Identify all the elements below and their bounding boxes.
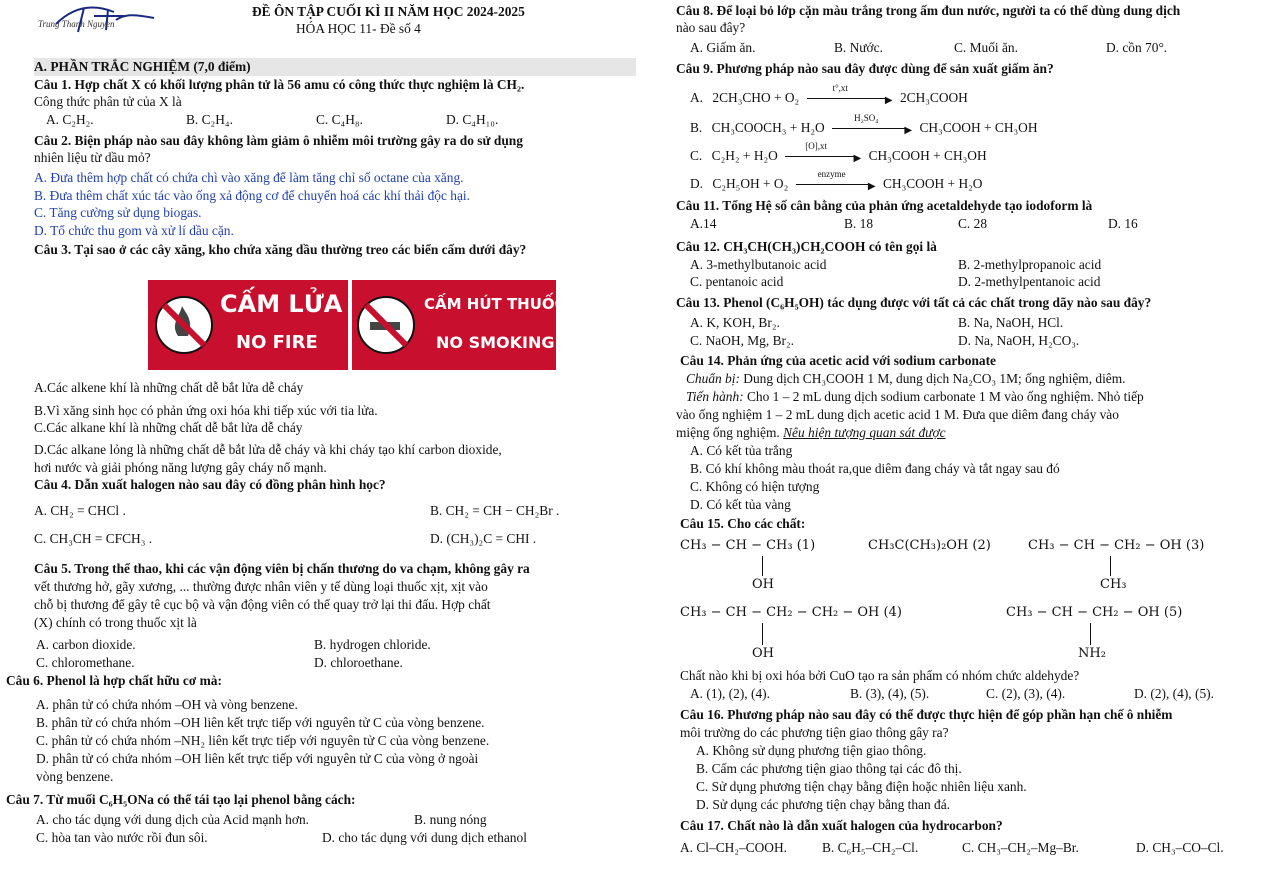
sign1-top: CẤM LỬA — [220, 290, 343, 318]
q8-option[interactable]: B. Nước. — [834, 40, 883, 55]
q15-substance-3-ch3: CH₃ — [1100, 577, 1127, 592]
q15-option[interactable]: D. (2), (4), (5). — [1134, 686, 1214, 701]
reaction-arrow-icon: ▶ H₂SO₄ — [832, 122, 912, 132]
q9-option[interactable] — [690, 113, 1038, 137]
q11-option[interactable]: D. 16 — [1108, 216, 1138, 231]
q9-reactants: C₂H₅OH + O₂ — [712, 176, 789, 191]
bond-line — [1090, 623, 1091, 645]
q9-option-label: A. — [690, 90, 704, 105]
q11-option[interactable]: C. 28 — [958, 216, 988, 231]
q17-option[interactable]: B. C₆H₅–CH₂–Cl. — [822, 840, 919, 855]
q15-substance-2: CH₃C(CH₃)₂OH (2) — [868, 538, 991, 553]
q9-option-label: B. — [690, 120, 703, 135]
q8-option[interactable]: A. Giấm ăn. — [690, 40, 756, 55]
q1-option[interactable]: A. C₂H₂. — [46, 112, 94, 127]
q15-substance-3: CH₃ − CH − CH₂ − OH (3) — [1028, 538, 1205, 553]
q7-option[interactable]: C. hòa tan vào nước rồi đun sôi. — [36, 830, 208, 845]
q8-option[interactable]: D. cồn 70°. — [1106, 40, 1168, 55]
q5-option[interactable]: C. chloromethane. — [36, 655, 135, 670]
q5-stem: Câu 5. Trong thể thao, khi các vận động viên bị chấn thương do va chạm, không gây ra — [34, 561, 530, 576]
q16-option[interactable]: C. Sử dụng phương tiện chạy bằng điện hoặc nhiên liệu xanh. — [696, 779, 1027, 794]
q5-stem-3: chỗ bị thương để gây tê cục bộ và vận động viên có thể quay trở lại thi đấu. Hợp chất — [34, 597, 491, 612]
q16-stem-2: môi trường do các phương tiện giao thông gây ra? — [680, 725, 949, 740]
reaction-condition: [O],xt — [805, 141, 827, 151]
q14-preparation — [686, 371, 1126, 388]
q4-stem: Câu 4. Dẫn xuất halogen nào sau đây có đồng phân hình học? — [34, 477, 386, 492]
q7-option[interactable]: A. cho tác dụng với dung dịch của Acid mạnh hơn. — [36, 812, 309, 827]
q4-option[interactable]: B. CH₂ = CH − CH₂Br . — [430, 503, 560, 518]
q12-option[interactable]: A. 3-methylbutanoic acid — [690, 257, 827, 272]
exam-subtitle: HÓA HỌC 11- Đề số 4 — [296, 21, 421, 36]
q9-products: CH₃COOH + CH₃OH — [868, 148, 987, 163]
q11-option[interactable]: A.14 — [690, 216, 717, 231]
q3-option-cont: hơi nước và giải phóng năng lượng gây cháy nổ mạnh. — [34, 460, 327, 475]
reaction-condition: t°,xt — [832, 83, 848, 93]
prep-label: Chuẩn bị: — [686, 371, 740, 386]
q8-option[interactable]: C. Muối ăn. — [954, 40, 1018, 55]
proc-question: Nêu hiện tượng quan sát được — [783, 425, 946, 440]
q4-option[interactable]: D. (CH₃)₂C = CHI . — [430, 531, 537, 546]
q9-products: CH₃COOH + CH₃OH — [919, 120, 1038, 135]
q9-option-label: C. — [690, 148, 703, 163]
q15-option[interactable]: C. (2), (3), (4). — [986, 686, 1066, 701]
q15-option[interactable]: A. (1), (2), (4). — [690, 686, 770, 701]
q3-option[interactable]: A.Các alkene khí là những chất dễ bắt lửa dễ cháy — [34, 380, 304, 395]
exam-title: ĐỀ ÔN TẬP CUỐI KÌ II NĂM HỌC 2024-2025 — [252, 4, 525, 19]
q8-stem: Câu 8. Để loại bỏ lớp cặn màu trắng trong ấm đun nước, người ta có thể dùng dung dịch — [676, 3, 1181, 18]
q13-stem: Câu 13. Phenol (C₆H₅OH) tác dụng được với tất cả các chất trong dãy nào sau đây? — [676, 295, 1152, 310]
bond-line — [762, 623, 763, 645]
q14-option[interactable]: B. Có khí không màu thoát ra,que diêm đang cháy và tắt ngay sau đó — [690, 461, 1060, 476]
q15-substance-4-oh: OH — [752, 646, 774, 661]
q16-option[interactable]: A. Không sử dụng phương tiện giao thông. — [696, 743, 927, 758]
q2-stem-2: nhiên liệu từ dầu mỏ? — [34, 150, 151, 165]
proc-label: Tiến hành: — [686, 389, 744, 404]
q6-option[interactable]: C. phân tử có chứa nhóm –NH₂ liên kết trực tiếp với nguyên tử C của vòng benzene. — [36, 733, 490, 748]
q17-option[interactable]: D. CH₃–CO–Cl. — [1136, 840, 1224, 855]
q14-option[interactable]: C. Không có hiện tượng — [690, 479, 820, 494]
q15-substance-4: CH₃ − CH − CH₂ − CH₂ − OH (4) — [680, 605, 902, 620]
q15-substance-1-oh: OH — [752, 577, 774, 592]
q7-option[interactable]: B. nung nóng — [414, 812, 487, 827]
bond-line — [762, 556, 763, 576]
q5-option[interactable]: D. chloroethane. — [314, 655, 403, 670]
bond-line — [1110, 556, 1111, 576]
q2-option[interactable]: B. Đưa thêm chất xúc tác vào ống xả động cơ để chuyển hoá các khí thải độc hại. — [34, 188, 470, 203]
q14-procedure-3 — [676, 425, 946, 442]
sign1-bottom: NO FIRE — [236, 332, 318, 353]
q2-stem: Câu 2. Biện pháp nào sau đây không làm giảm ô nhiễm môi trường gây ra do sử dụng — [34, 133, 523, 148]
q14-procedure — [686, 389, 1144, 406]
reaction-arrow-icon: ▶ enzyme — [796, 178, 876, 188]
q17-option[interactable]: C. CH₃–CH₂–Mg–Br. — [962, 840, 1079, 855]
q15-option[interactable]: B. (3), (4), (5). — [850, 686, 930, 701]
reaction-condition: enzyme — [817, 169, 846, 179]
q7-option[interactable]: D. cho tác dụng với dung dịch ethanol — [322, 830, 527, 845]
q13-option[interactable]: D. Na, NaOH, H₂CO₃. — [958, 333, 1080, 348]
q1-stem-2: Công thức phân tử của X là — [34, 94, 182, 109]
q5-stem-4: (X) chính có trong thuốc xịt là — [34, 615, 197, 630]
q17-stem: Câu 17. Chất nào là dẫn xuất halogen của hydrocarbon? — [680, 818, 1003, 833]
q15-stem: Câu 15. Cho các chất: — [680, 516, 806, 531]
prep-text: Dung dịch CH₃COOH 1 M, dung dịch Na₂CO₃ 1M; ống nghiệm, diêm. — [739, 371, 1126, 386]
q15-substance-5-nh2: NH₂ — [1078, 646, 1106, 661]
q15-question: Chất nào khi bị oxi hóa bởi CuO tạo ra sản phẩm có nhóm chức aldehyde? — [680, 668, 1080, 683]
reaction-arrow-icon: ▶ t°,xt — [807, 92, 893, 102]
q3-option[interactable]: B.Vì xăng sinh học có phản ứng oxi hóa khi tiếp xúc với tia lửa. — [34, 403, 378, 418]
q17-option[interactable]: A. Cl–CH₂–COOH. — [680, 840, 787, 855]
q9-products: 2CH₃COOH — [899, 90, 968, 105]
q1-stem: Câu 1. Hợp chất X có khối lượng phân tử là 56 amu có công thức thực nghiệm là CH₂. — [34, 77, 525, 92]
q14-procedure-2: vào ống nghiệm 1 – 2 mL dung dịch acetic acid 1 M. Đưa que diêm đang cháy vào — [676, 407, 1119, 422]
q12-option[interactable]: B. 2-methylpropanoic acid — [958, 257, 1102, 272]
q2-option[interactable]: C. Tăng cường sử dụng biogas. — [34, 205, 202, 220]
q15-substance-5: CH₃ − CH − CH₂ − OH (5) — [1006, 605, 1183, 620]
q9-option[interactable] — [690, 141, 987, 165]
sign2-bottom: NO SMOKING — [436, 333, 555, 352]
q6-stem: Câu 6. Phenol là hợp chất hữu cơ mà: — [6, 673, 222, 688]
q12-stem: Câu 12. CH₃CH(CH₃)CH₂COOH có tên gọi là — [676, 239, 937, 254]
q1-option[interactable]: C. C₄H₈. — [316, 112, 363, 127]
q2-option[interactable]: D. Tổ chức thu gom và xử lí dầu cặn. — [34, 223, 234, 238]
q7-stem: Câu 7. Từ muối C₆H₅ONa có thể tái tạo lại phenol bằng cách: — [6, 792, 356, 807]
q5-option[interactable]: B. hydrogen chloride. — [314, 637, 431, 652]
q12-option[interactable]: C. pentanoic acid — [690, 274, 784, 289]
q6-option[interactable]: B. phân tử có chứa nhóm –OH liên kết trực tiếp với nguyên tử C của vòng benzene. — [36, 715, 485, 730]
reaction-condition: H₂SO₄ — [854, 113, 879, 123]
q3-option[interactable]: C.Các alkane khí là những chất dễ bắt lửa dễ cháy — [34, 420, 303, 435]
q9-stem: Câu 9. Phương pháp nào sau đây được dùng để sản xuất giấm ăn? — [676, 61, 1054, 76]
q14-option[interactable]: A. Có kết tủa trắng — [690, 443, 793, 458]
section-title: A. PHẦN TRẮC NGHIỆM (7,0 điểm) — [34, 59, 251, 74]
q9-reactants: C₂H₂ + H₂O — [711, 148, 778, 163]
q16-option[interactable]: B. Cấm các phương tiện giao thông tại các đô thị. — [696, 761, 962, 776]
q3-option[interactable]: D.Các alkane lỏng là những chất dễ bắt lửa dễ cháy và khi cháy tạo khí carbon dioxide, — [34, 442, 502, 457]
q4-option[interactable]: C. CH₃CH = CFCH₃ . — [34, 531, 153, 546]
reaction-arrow-icon: ▶ [O],xt — [785, 150, 861, 160]
q1-option[interactable]: B. C₂H₄. — [186, 112, 233, 127]
q14-stem: Câu 14. Phản ứng của acetic acid với sodium carbonate — [680, 353, 997, 368]
q13-option[interactable]: C. NaOH, Mg, Br₂. — [690, 333, 794, 348]
q9-option[interactable] — [690, 83, 968, 107]
q6-option[interactable]: A. phân tử có chứa nhóm –OH và vòng benzene. — [36, 697, 298, 712]
q1-option[interactable]: D. C₄H₁₀. — [446, 112, 499, 127]
q3-stem: Câu 3. Tại sao ở các cây xăng, kho chứa xăng dầu thường treo các biển cấm dưới đây? — [34, 242, 527, 257]
q13-option[interactable]: A. K, KOH, Br₂. — [690, 315, 780, 330]
sign2-top: CẤM HÚT THUỐC — [424, 295, 566, 313]
q11-stem: Câu 11. Tổng Hệ số cân bằng của phản ứng acetaldehyde tạo iodoform là — [676, 198, 1093, 213]
q9-reactants: 2CH₃CHO + O₂ — [712, 90, 800, 105]
q9-option[interactable] — [690, 169, 983, 193]
q9-option-label: D. — [690, 176, 704, 191]
q11-option[interactable]: B. 18 — [844, 216, 874, 231]
q6-option-cont: vòng benzene. — [36, 769, 114, 784]
warning-signs-image — [148, 280, 566, 370]
q16-stem: Câu 16. Phương pháp nào sau đây có thể được thực hiện để góp phần hạn chế ô nhiễm — [680, 707, 1173, 722]
q6-option[interactable]: D. phân tử có chứa nhóm –OH liên kết trực tiếp với nguyên tử C của vòng ở ngoài — [36, 751, 479, 766]
q13-option[interactable]: B. Na, NaOH, HCl. — [958, 315, 1064, 330]
q5-option[interactable]: A. carbon dioxide. — [36, 637, 136, 652]
q8-stem-2: nào sau đây? — [676, 20, 746, 35]
proc-text: miệng ống nghiệm. — [676, 425, 784, 440]
proc-text: Cho 1 – 2 mL dung dịch sodium carbonate 1 M vào ống nghiệm. Nhỏ tiếp — [743, 389, 1144, 404]
q14-option[interactable]: D. Có kết tủa vàng — [690, 497, 791, 512]
q16-option[interactable]: D. Sử dụng các phương tiện chạy bằng than đá. — [696, 797, 951, 812]
q12-option[interactable]: D. 2-methylpentanoic acid — [958, 274, 1101, 289]
q15-substance-1: CH₃ − CH − CH₃ (1) — [680, 538, 816, 553]
q2-option[interactable]: A. Đưa thêm hợp chất có chứa chì vào xăng để làm tăng chỉ số octane của xăng. — [34, 170, 464, 185]
q5-stem-2: vết thương hở, gãy xương, ... thường được nhân viên y tế dùng loại thuốc xịt, xịt vào — [34, 579, 488, 594]
signature-text: Trung Thanh Nguyen — [38, 19, 115, 29]
q4-option[interactable]: A. CH₂ = CHCl . — [34, 503, 126, 518]
q9-reactants: CH₃COOCH₃ + H₂O — [711, 120, 825, 135]
q9-products: CH₃COOH + H₂O — [882, 176, 983, 191]
